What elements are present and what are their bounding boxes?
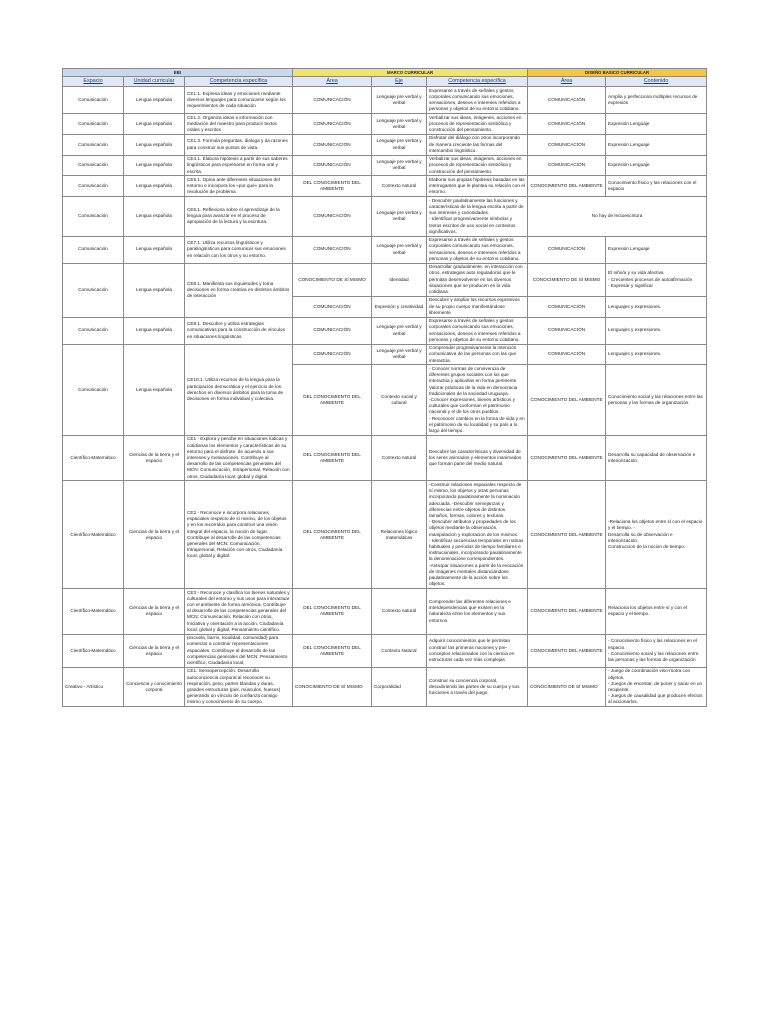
cell-area-diseno-merged: No hay de lectoescritura	[528, 197, 707, 236]
group-header-ebi: EBI	[63, 69, 293, 77]
cell-unidad: Lengua española	[124, 176, 185, 197]
column-header-eje: Eje	[372, 77, 427, 87]
cell-espacio: Comunicación	[63, 344, 124, 435]
cell-contenido: El niño/a y su vida afectiva - Crecientes procesos de autoafirmación - Expresar y significar	[606, 263, 707, 296]
table-row	[63, 155, 707, 176]
cell-area: DEL CONOCIMIENTO DEL AMBIENTE	[293, 176, 372, 197]
table-row	[63, 197, 707, 236]
cell-competencia-marco: - Descubrir paulatinamente las funciones y características de la lengua escrita a partir de sus intereses y curiosidades. - Identificar progresivamente símbolos y textos escritos de uso social en contextos significativos.	[427, 197, 528, 236]
table-row	[63, 667, 707, 706]
cell-espacio: Científico-Matemático	[63, 481, 124, 589]
cell-area-diseno: CONOCIMIENTO DE SÍ MISMO	[528, 667, 606, 706]
curriculum-comparison-table	[62, 68, 707, 707]
cell-unidad: Lengua española	[124, 114, 185, 135]
cell-competencia-marco: Adquirir conocimientos que le permitan construir las primeras nociones y pre-conceptos relacionados con la ciencia en estructuras cada vez más complejas	[427, 634, 528, 667]
cell-area-diseno: CONOCIMIENTO DEL AMBIENTE	[528, 589, 606, 635]
table-row	[63, 344, 707, 365]
cell-area: COMUNICACIÓN	[293, 87, 372, 114]
cell-competencia: CE10.1. Utiliza recursos de la lengua para la participación democrática y el ejercicio de los derechos en diversos ámbitos para la toma de decisiones en forma individual y colectiva.	[185, 344, 293, 435]
cell-area-diseno: CONOCIMIENTO DEL AMBIENTE	[528, 365, 606, 435]
cell-competencia: CE1.1. Expresa ideas y emociones mediante diversos lenguajes para comunicarse según los requerimientos de cada situación	[185, 87, 293, 114]
cell-espacio: Comunicación	[63, 87, 124, 114]
cell-competencia: CE1.3. Formula preguntas, dialoga y da razones para construir sus puntos de vista.	[185, 134, 293, 155]
cell-competencia: CE8.1. Manifiesta sus inquietudes y toma decisiones en forma creativa en distintos ámbitos de interacción	[185, 263, 293, 317]
column-header-competencia-especifica-ebi: Competencia específica	[185, 77, 293, 87]
cell-competencia: CE1. Sensopercepción. Desarrolla autoconciencia corporal al reconocer su respiración, peso, partes blandas y duras, grandes estructuras (piel, músculos, huesos) generando un vínculo de confianza consigo mismo y conocimiento de su cuerpo.	[185, 667, 293, 706]
cell-competencia: (escuela, barrio, localidad, comunidad) para comenzar a construir representaciones espaciales. Contribuye al desarrollo de las competencias generales del MCN: Pensamiento científico, Ciudadanía local,	[185, 634, 293, 667]
table-row	[63, 435, 707, 481]
cell-competencia-marco: Disfrutar del diálogo con otros incorporando de manera creciente las formas del intercambio lingüístico.	[427, 134, 528, 155]
cell-eje: Lenguaje pre verbal y verbal	[372, 87, 427, 114]
cell-area-diseno: COMUNICACIÓN	[528, 296, 606, 317]
table-row	[63, 236, 707, 263]
cell-contenido: Relaciona los objetos entre sí y con el espacio y el tiempo.	[606, 589, 707, 635]
cell-competencia-marco: Expresarse a través de señales y gestos corporales comunicando sus emociones, sensaciones, deseos e intereses referidos a personas y objetos de su entorno cotidiano.	[427, 317, 528, 344]
cell-competencia: CE3 - Reconoce y clasifica los bienes naturales y culturales del entorno y sus usos para interactuar con el ambiente de forma armónica. Contribuye al desarrollo de las competencias generales del MCN: Comunicación, Relación con otros, Iniciativa y orientación a la acción, Ciudadanía local, global y digital, Pensamiento científico.	[185, 589, 293, 635]
cell-espacio: Comunicación	[63, 263, 124, 317]
cell-area: CONOCIMIENTO DE SÍ MISMO	[293, 263, 372, 296]
cell-espacio: Comunicación	[63, 236, 124, 263]
cell-area: COMUNICACIÓN	[293, 114, 372, 135]
cell-espacio: Comunicación	[63, 155, 124, 176]
cell-competencia-marco: Expresarse a través de señales y gestos corporales comunicando sus emociones, sensaciones, deseos e intereses referidos a personas y objetos de su entorno cotidiano.	[427, 87, 528, 114]
table-row	[63, 176, 707, 197]
cell-contenido: Conocimiento físico y las relaciones con el espacio	[606, 176, 707, 197]
cell-competencia-marco: Elaborar sus propias hipótesis basadas en las interrogantes que le plantea su relación con el entorno.	[427, 176, 528, 197]
cell-competencia: CE1.2. Organiza ideas e información con mediación del maestro para producir textos orales y escritos	[185, 114, 293, 135]
cell-unidad: Lengua española	[124, 236, 185, 263]
cell-competencia-marco: Descubrir y ampliar los recursos expresivos de su propio cuerpo manifestándose libremente	[427, 296, 528, 317]
cell-eje: Contexto natural	[372, 176, 427, 197]
cell-area: COMUNICACIÓN	[293, 155, 372, 176]
column-header-area-diseno: Área	[528, 77, 606, 87]
cell-competencia: CE4.1. Elabora hipótesis a partir de sus saberes lingüísticos para expresarse en forma oral y escrita.	[185, 155, 293, 176]
cell-competencia: CE1 - Explora y percibe en situaciones lúdicas y cotidianas los elementos y características de su entorno para el disfrute, de acuerdo a sus intereses y motivaciones. Contribuye al desarrollo de las competencias generales del MCN: Comunicación, Intrapersonal, Relación con otros, Ciudadanía local, global y digital.	[185, 435, 293, 481]
cell-area-diseno: COMUNICACIÓN	[528, 317, 606, 344]
cell-eje: Lenguaje pre verbal y verbal	[372, 155, 427, 176]
cell-eje: Lenguaje pre verbal y verbal	[372, 236, 427, 263]
cell-area-diseno: COMUNICACIÓN	[528, 236, 606, 263]
cell-area-diseno: COMUNICACIÓN	[528, 134, 606, 155]
cell-competencia-marco: Verbalizar sus ideas, imágenes, acciones en procesos de representación simbólica y construcción del pensamiento.	[427, 155, 528, 176]
cell-eje: Contexto natural	[372, 435, 427, 481]
cell-unidad: Lengua española	[124, 344, 185, 435]
cell-area: DEL CONOCIMIENTO DEL AMBIENTE	[293, 634, 372, 667]
column-header-contenido: Contenido	[606, 77, 707, 87]
cell-espacio: Científico-Matemático	[63, 435, 124, 481]
cell-unidad: Ciencias de la tierra y el espacio	[124, 435, 185, 481]
cell-contenido: - Juego de coordinación viso-motra con objetos. - Juegos de encestar, de poner y sacar en un recipiente. - Juegos de causalidad que producen efectos al accionarlos.	[606, 667, 707, 706]
cell-area-diseno: CONOCIMIENTO DE SÍ MISMO	[528, 263, 606, 296]
cell-eje: Contexto social y cultural	[372, 365, 427, 435]
cell-area-diseno: COMUNICACIÓN	[528, 344, 606, 365]
cell-area-diseno: CONOCIMIENTO DEL AMBIENTE	[528, 634, 606, 667]
cell-contenido: Expresión Lenguaje	[606, 236, 707, 263]
cell-competencia-marco: -Construir relaciones espaciales respecto de sí mismo, los objetos y otras personas incorporando paulatinamente la nominación adecuada. -Descubrir semejanzas y diferencias entre objetos de distintos tamaños, formas, colores y texturas. - Descubrir atributos y propiedades de los objetos mediante la observación, manipulacion y exploracion de los mismos. - Identificar secuencias temporales en rutinas habituales y períodos de tiempo familiares e institucionales, incorporando paulatinamente la denominacione correspondientes. -Anticipar situaciones a partir de la evocación de imágenes mentales distanciándose paulatinamente de la acción sobre los objetos.	[427, 481, 528, 589]
table-row	[63, 263, 707, 296]
cell-eje: Identidad	[372, 263, 427, 296]
cell-eje: Lenguaje pre verbal y verbal	[372, 134, 427, 155]
cell-unidad: Conciencia y conocimiento corporal	[124, 667, 185, 706]
cell-unidad: Lengua española	[124, 134, 185, 155]
cell-competencia: CE6.1. Reflexiona sobre el aprendizaje de la lengua para avanzar en el proceso de apropiación de la lectura y la escritura.	[185, 197, 293, 236]
column-header-espacio: Espacio	[63, 77, 124, 87]
cell-area: COMUNICACIÓN	[293, 344, 372, 365]
cell-area: COMUNICACIÓN	[293, 236, 372, 263]
cell-espacio: Científico-Matemático	[63, 634, 124, 667]
cell-unidad: Ciencias de la tierra y el espacio	[124, 589, 185, 635]
cell-espacio: Comunicación	[63, 114, 124, 135]
cell-contenido: Expresión Lenguaje	[606, 114, 707, 135]
cell-contenido: Lenguajes y expresiones.	[606, 317, 707, 344]
table-row	[63, 87, 707, 114]
table-row	[63, 589, 707, 635]
table-row	[63, 481, 707, 589]
group-header-marco-curricular: MARCO CURRICULAR	[293, 69, 528, 77]
table-row	[63, 634, 707, 667]
cell-eje: Expresión y creatividad	[372, 296, 427, 317]
cell-espacio: Comunicación	[63, 176, 124, 197]
table-row	[63, 317, 707, 344]
cell-competencia-marco: Desarrollar gradualmente, en interacción con otros, estrategias auto reguladoras que le permitan desenvolverse en los diversos situaciones que se producen en la vida cotidiana.	[427, 263, 528, 296]
cell-contenido: Amplía y perfecciona múltiples recursos de expresión	[606, 87, 707, 114]
cell-competencia-marco: Comprender progresivamente la intención comunicativa de las personas con las que interactúa.	[427, 344, 528, 365]
cell-competencia-marco: Comprender las diferentes relaciones e interdependencias que existen en la naturaleza entre los elementos y sus entornos.	[427, 589, 528, 635]
cell-eje: Lenguaje pre verbal y verbal	[372, 317, 427, 344]
cell-eje: Contexto natural	[372, 589, 427, 635]
cell-unidad: Ciencias de la tierra y el espacio	[124, 634, 185, 667]
cell-area-diseno: CONOCIMIENTO DEL AMBIENTE	[528, 435, 606, 481]
cell-competencia: CE9.1. Descubre y utiliza estrategias comunicativas para la construcción de vínculos en situaciones lingüísticas	[185, 317, 293, 344]
cell-unidad: Lengua española	[124, 87, 185, 114]
cell-contenido: Expresión Lenguaje	[606, 155, 707, 176]
cell-unidad: Ciencias de la tierra y el espacio	[124, 481, 185, 589]
cell-contenido: Lenguajes y expresiones.	[606, 296, 707, 317]
cell-area: COMUNICACIÓN	[293, 197, 372, 236]
column-header-competencia-especifica-marco: Competencia específica	[427, 77, 528, 87]
cell-area: COMUNICACIÓN	[293, 296, 372, 317]
cell-competencia: CE2 - Reconoce e incorpora relaciones espaciales respecto de sí mismo, de los objetos y en los recorridos para construir una visión integral del espacio, la noción de lugar. Contribuye al desarrollo de las competencias generales del MCN: Comunicación, Intrapersonal, Relación con otros, Ciudadanía local, global y digital.	[185, 481, 293, 589]
cell-unidad: Lengua española	[124, 263, 185, 317]
cell-contenido: -Relaciona los objetos entre sí con el espacio y el tiempo. - Desarrolla su de observación e interiorización. Construccion de la nocion de tiempo.	[606, 481, 707, 589]
cell-espacio: Comunicación	[63, 134, 124, 155]
cell-contenido: Lenguajes y expresiones.	[606, 344, 707, 365]
cell-contenido: Conocimiento social y las relaciones entre las personas y las formas de organización.	[606, 365, 707, 435]
cell-eje: Relaciones lógico matemáticas	[372, 481, 427, 589]
cell-area: COMUNICACIÓN	[293, 134, 372, 155]
column-header-area-marco: Área	[293, 77, 372, 87]
cell-eje: Lenguaje pre verbal y verbal	[372, 344, 427, 365]
cell-competencia: CE5.1. Opina ante diferentes situaciones del entorno e incorpora los «por qué» para la resolución de problema	[185, 176, 293, 197]
cell-area-diseno: COMUNICACIÓN	[528, 114, 606, 135]
cell-unidad: Lengua española	[124, 155, 185, 176]
cell-competencia-marco: Expresarse a través de señales y gestos corporales comunicando sus emociones, sensaciones, deseos e intereses referidos a personas y objetos de su entorno cotidiano.	[427, 236, 528, 263]
cell-eje: Corporalidad	[372, 667, 427, 706]
cell-contenido: Desarrolla su capacidad de observación e interiorización.	[606, 435, 707, 481]
cell-espacio: Creativo - Artístico	[63, 667, 124, 706]
cell-area-diseno: COMUNICACIÓN	[528, 155, 606, 176]
column-header-unidad-curricular: Unidad curricular	[124, 77, 185, 87]
cell-area: CONOCIMIENTO DE SÍ MISMO	[293, 667, 372, 706]
cell-area-diseno: COMUNICACIÓN	[528, 87, 606, 114]
cell-eje: Contexto Natural	[372, 634, 427, 667]
cell-area: DEL CONOCIMIENTO DEL AMBIENTE	[293, 365, 372, 435]
cell-area-diseno: CONOCIMIENTO DEL AMBIENTE	[528, 481, 606, 589]
cell-espacio: Comunicación	[63, 197, 124, 236]
cell-area: DEL CONOCIMIENTO DEL AMBIENTE	[293, 435, 372, 481]
cell-espacio: Comunicación	[63, 317, 124, 344]
cell-eje: Lenguaje pre verbal y verbal	[372, 114, 427, 135]
cell-area: DEL CONOCIMIENTO DEL AMBIENTE	[293, 589, 372, 635]
table-row	[63, 134, 707, 155]
cell-area: COMUNICACIÓN	[293, 317, 372, 344]
cell-contenido: - Conocimiento físico y las relaciones en el espacio. - Conocimiento social y las relaciones entre las personas y las formas de organización	[606, 634, 707, 667]
cell-eje: Lenguaje pre verbal y verbal	[372, 197, 427, 236]
table-row	[63, 114, 707, 135]
cell-area: DEL CONOCIMIENTO DEL AMBIENTE	[293, 481, 372, 589]
cell-area-diseno: CONOCIMIENTO DEL AMBIENTE	[528, 176, 606, 197]
cell-competencia-marco: Descubrir las características y diversidad de los seres animados y elementos inanimados que forman parte del medio natural.	[427, 435, 528, 481]
cell-espacio: Científico-Matemático	[63, 589, 124, 635]
cell-competencia-marco: - Conocer normas de convivencia de diferentes grupos sociales con los que interactúa y aplicarlas en forma pertinente Valorar prácticas de la vida en democracia tradicionales de la sociedad uruguaya. -Conocer expresiones, bienes artísticos y culturales que conforman el patrimonio nacional y el de los otros pueblos. - Reconocer cambios en la forma de vida y en el patrimonio de su localidad y su país a lo largo del tiempo.	[427, 365, 528, 435]
cell-unidad: Lengua española	[124, 197, 185, 236]
cell-competencia-marco: Construir su conciencia corporal, descubriendo las partes de su cuerpo y sus funciones a través del juego.	[427, 667, 528, 706]
cell-competencia: CE7.1. Utiliza recursos lingüísticos y paralingüísticos para comunicar sus emociones en relación con los otros y su entorno.	[185, 236, 293, 263]
group-header-diseno-basico: DISEÑO BASICO CURRICULAR	[528, 69, 707, 77]
cell-unidad: Lengua española	[124, 317, 185, 344]
cell-competencia-marco: Verbalizar sus ideas, imágenes, acciones en procesos de representación simbólica y construcción del pensamiento.	[427, 114, 528, 135]
cell-contenido: Expresión Lenguaje	[606, 134, 707, 155]
